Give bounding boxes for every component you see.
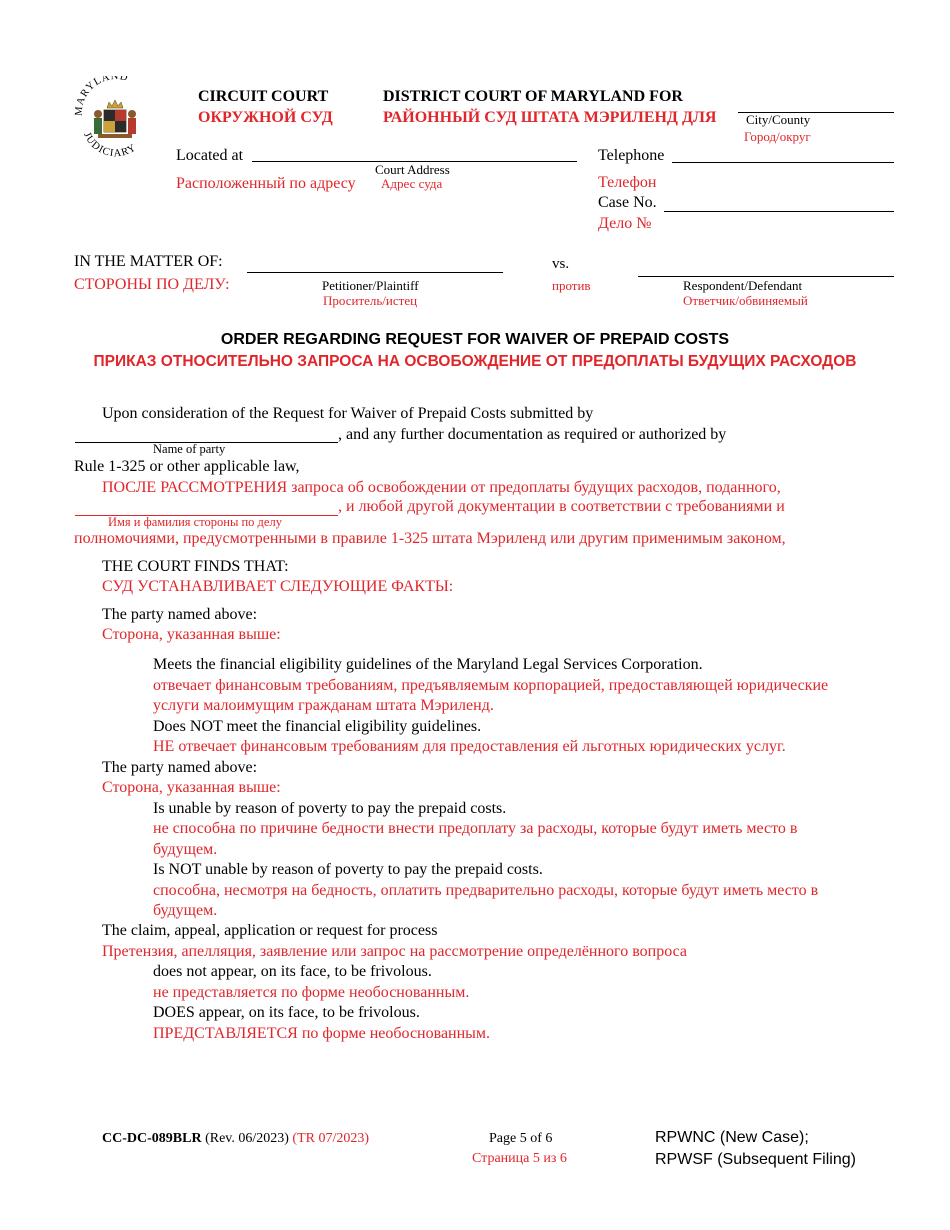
- not-unable-poverty-option: Is NOT unable by reason of poverty to pay the prepaid costs.: [153, 861, 543, 878]
- case-no-field[interactable]: [664, 193, 894, 212]
- party-named-above-2: The party named above:: [102, 759, 258, 776]
- district-court-label: DISTRICT COURT OF MARYLAND FOR: [383, 88, 683, 105]
- circuit-court-label: CIRCUIT COURT: [198, 88, 329, 105]
- not-frivolous-option-ru: не представляется по форме необоснованным.: [153, 984, 470, 1001]
- filing-code-new-case: RPWNC (New Case);: [655, 1129, 809, 1146]
- form-title-ru: ПРИКАЗ ОТНОСИТЕЛЬНО ЗАПРОСА НА ОСВОБОЖДЕНИЕ ОТ ПРЕДОПЛАТЫ БУДУЩИХ РАСХОДОВ: [93, 353, 857, 370]
- unable-poverty-option-ru-2: будущем.: [153, 841, 218, 858]
- court-address-caption: Court Address: [375, 162, 450, 177]
- district-court-label-ru: РАЙОННЫЙ СУД ШТАТА МЭРИЛЕНД ДЛЯ: [383, 109, 717, 126]
- not-frivolous-option: does not appear, on its face, to be frivolous.: [153, 963, 432, 980]
- not-unable-poverty-option-ru-1: способна, несмотря на бедность, оплатить предварительно расходы, которые будут иметь место в: [153, 882, 819, 899]
- name-of-party-caption: Name of party: [153, 442, 226, 456]
- intro-ru-line-1: ПОСЛЕ РАССМОТРЕНИЯ запроса об освобождении от предоплаты будущих расходов, поданного,: [102, 479, 781, 496]
- intro-line-1: Upon consideration of the Request for Waiver of Prepaid Costs submitted by: [102, 405, 594, 422]
- circuit-court-label-ru: ОКРУЖНОЙ СУД: [198, 109, 333, 126]
- vs-label: vs.: [552, 256, 570, 272]
- respondent-field[interactable]: [638, 258, 894, 277]
- court-address-caption-ru: Адрес суда: [381, 176, 443, 191]
- meets-guidelines-option-ru-2: услуги малоимущим гражданам штата Мэриленд.: [153, 697, 494, 714]
- footer-form-id-line: [102, 1131, 369, 1147]
- court-address-field[interactable]: [252, 143, 577, 162]
- form-title: ORDER REGARDING REQUEST FOR WAIVER OF PREPAID COSTS: [220, 331, 730, 348]
- filing-code-subsequent: RPWSF (Subsequent Filing): [655, 1151, 856, 1168]
- court-finds-heading: THE COURT FINDS THAT:: [102, 558, 289, 575]
- seal-bottom-text: JUDICIARY: [81, 130, 139, 160]
- petitioner-field[interactable]: [247, 254, 503, 273]
- intro-ru-line-3: полномочиями, предусмотренными в правиле 1-325 штата Мэриленд или другим применимым законом,: [74, 530, 786, 547]
- party-name-field-ru[interactable]: [75, 497, 338, 516]
- telephone-label-ru: Телефон: [598, 174, 657, 191]
- not-meet-guidelines-option-ru: НЕ отвечает финансовым требованиям для предоставления ей льготных юридических услуг.: [153, 738, 786, 755]
- located-at-label-ru: Расположенный по адресу: [176, 175, 356, 192]
- frivolous-option: DOES appear, on its face, to be frivolous.: [153, 1004, 420, 1021]
- frivolous-option-ru: ПРЕДСТАВЛЯЕТСЯ по форме необоснованным.: [153, 1025, 491, 1042]
- petitioner-caption: Petitioner/Plaintiff: [322, 278, 419, 293]
- in-the-matter-label: IN THE MATTER OF:: [74, 253, 223, 270]
- not-meet-guidelines-option: Does NOT meet the financial eligibility guidelines.: [153, 718, 482, 735]
- form-translation-revision: (TR 07/2023): [292, 1131, 370, 1146]
- form-revision: (Rev. 06/2023): [201, 1131, 293, 1146]
- unable-poverty-option-ru-1: не способна по причине бедности внести предоплату за расходы, которые будут иметь место в: [153, 820, 798, 837]
- party-name-field[interactable]: [75, 424, 338, 443]
- case-no-label-ru: Дело №: [598, 215, 652, 232]
- maryland-judiciary-seal: [74, 76, 156, 166]
- respondent-caption-ru: Ответчик/обвиняемый: [683, 293, 808, 308]
- party-named-above-2-ru: Сторона, указанная выше:: [102, 779, 281, 796]
- telephone-field[interactable]: [672, 144, 894, 163]
- located-at-label: Located at: [176, 147, 244, 164]
- unable-poverty-option: Is unable by reason of poverty to pay the prepaid costs.: [153, 800, 507, 817]
- vs-label-ru: против: [552, 278, 591, 293]
- case-no-label: Case No.: [598, 194, 657, 211]
- seal-emblem-icon: [74, 76, 156, 166]
- city-county-field[interactable]: [738, 94, 894, 113]
- name-of-party-caption-ru: Имя и фамилия стороны по делу: [108, 515, 282, 529]
- claim-label-ru: Претензия, апелляция, заявление или запрос на рассмотрение определённого вопроса: [102, 943, 688, 960]
- respondent-caption: Respondent/Defendant: [683, 278, 803, 293]
- city-county-caption: City/County: [746, 112, 811, 127]
- form-id: CC-DC-089BLR: [102, 1131, 202, 1146]
- seal-top-text: MARYLAND: [74, 76, 130, 117]
- in-the-matter-label-ru: СТОРОНЫ ПО ДЕЛУ:: [74, 276, 230, 293]
- party-named-above-1-ru: Сторона, указанная выше:: [102, 626, 281, 643]
- city-county-caption-ru: Город/округ: [744, 129, 811, 144]
- court-finds-heading-ru: СУД УСТАНАВЛИВАЕТ СЛЕДУЮЩИЕ ФАКТЫ:: [102, 578, 454, 595]
- intro-ru-line-2: , и любой другой документации в соответствии с требованиями и: [338, 498, 785, 515]
- telephone-label: Telephone: [598, 147, 665, 164]
- page-number-ru: Страница 5 из 6: [472, 1151, 567, 1166]
- party-named-above-1: The party named above:: [102, 606, 258, 623]
- not-unable-poverty-option-ru-2: будущем.: [153, 902, 218, 919]
- page-number: Page 5 of 6: [489, 1131, 553, 1146]
- intro-line-3: Rule 1-325 or other applicable law,: [74, 458, 300, 475]
- meets-guidelines-option: Meets the financial eligibility guidelines of the Maryland Legal Services Corporation.: [153, 656, 703, 673]
- intro-line-2: , and any further documentation as required or authorized by: [338, 426, 727, 443]
- petitioner-caption-ru: Проситель/истец: [323, 293, 418, 308]
- meets-guidelines-option-ru-1: отвечает финансовым требованиям, предъявляемым корпорацией, предоставляющей юридические: [153, 677, 829, 694]
- claim-label: The claim, appeal, application or request for process: [102, 922, 438, 939]
